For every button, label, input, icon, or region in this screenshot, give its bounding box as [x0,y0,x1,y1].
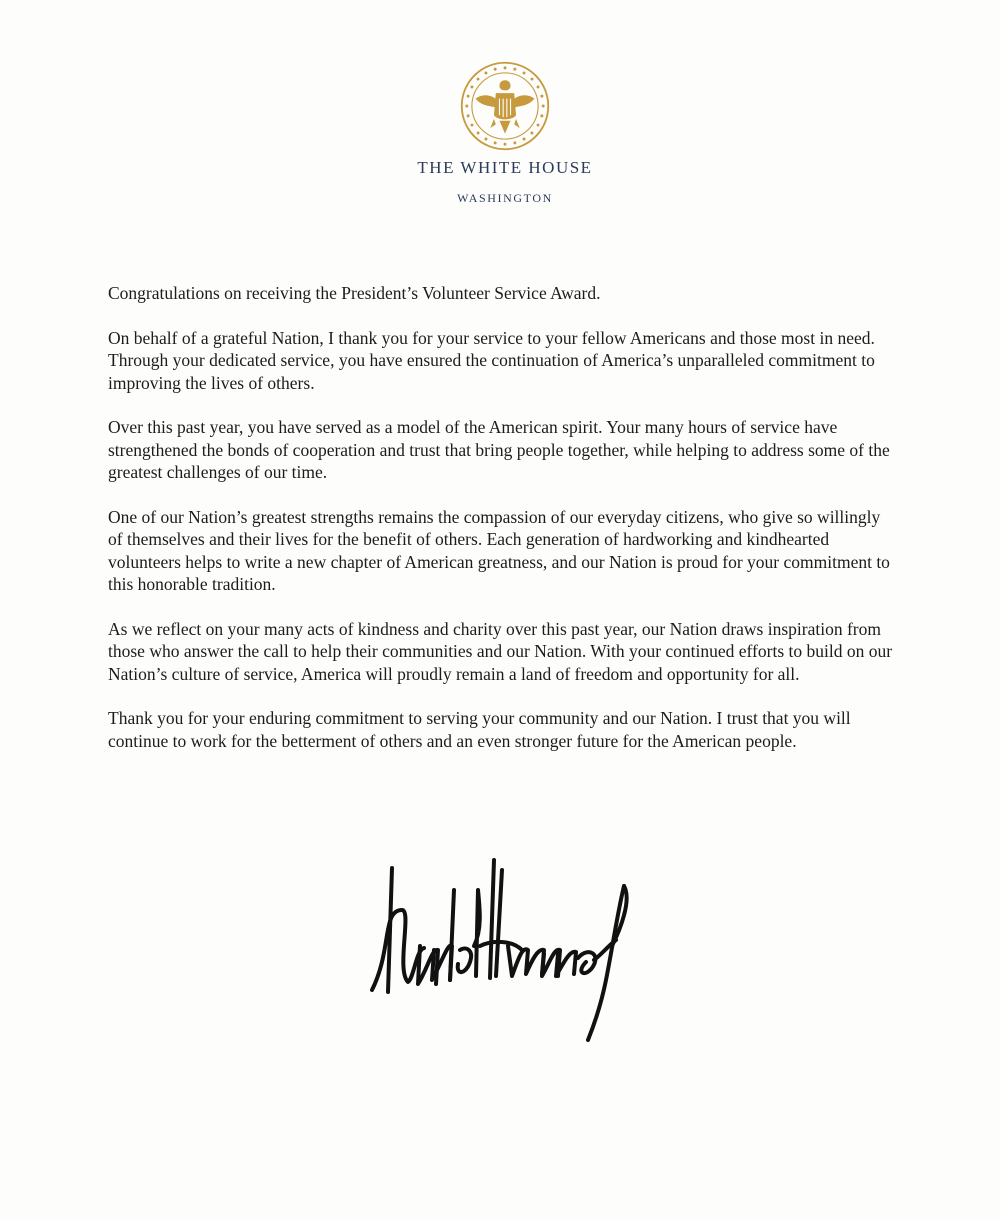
presidential-seal-icon [459,60,551,152]
letter-paragraph: Over this past year, you have served as a model of the American spirit. Your many hours of service have strengthened the bonds of cooperation and trust that bring people together, while helping to address some of the greatest challenges of our time. [108,417,890,482]
letter-paragraph: Congratulations on receiving the President’s Volunteer Service Award. [108,283,601,303]
handwritten-signature-icon [362,850,642,1050]
letter-body [108,282,898,774]
letterhead-subtitle: WASHINGTON [457,191,553,205]
letter-paragraph: On behalf of a grateful Nation, I thank you for your service to your fellow Americans and those most in need. Through your dedicated service, you have ensured the continuation of America’s unparalleled commitment to improving the lives of others. [108,327,875,393]
letterhead-title: THE WHITE HOUSE [417,158,593,177]
letter-paragraph: One of our Nation’s greatest strengths remains the compassion of our everyday citizens, who give so willingly of themselves and their lives for the benefit of others. Each generation of hardworking and kindhearted volunteers helps to write a new chapter of American greatness, and our Nation is proud for your commitment to this honorable tradition. [108,506,890,594]
letter-paragraph: As we reflect on your many acts of kindness and charity over this past year, our Nation draws inspiration from those who answer the call to help their communities and our Nation. With your continued efforts to build on our Nation’s culture of service, America will proudly remain a land of freedom and opportunity for all. [108,618,893,684]
letter-paragraph: Thank you for your enduring commitment to serving your community and our Nation. I trust that you will continue to work for the betterment of others and an even stronger future for the American people. [108,708,851,751]
